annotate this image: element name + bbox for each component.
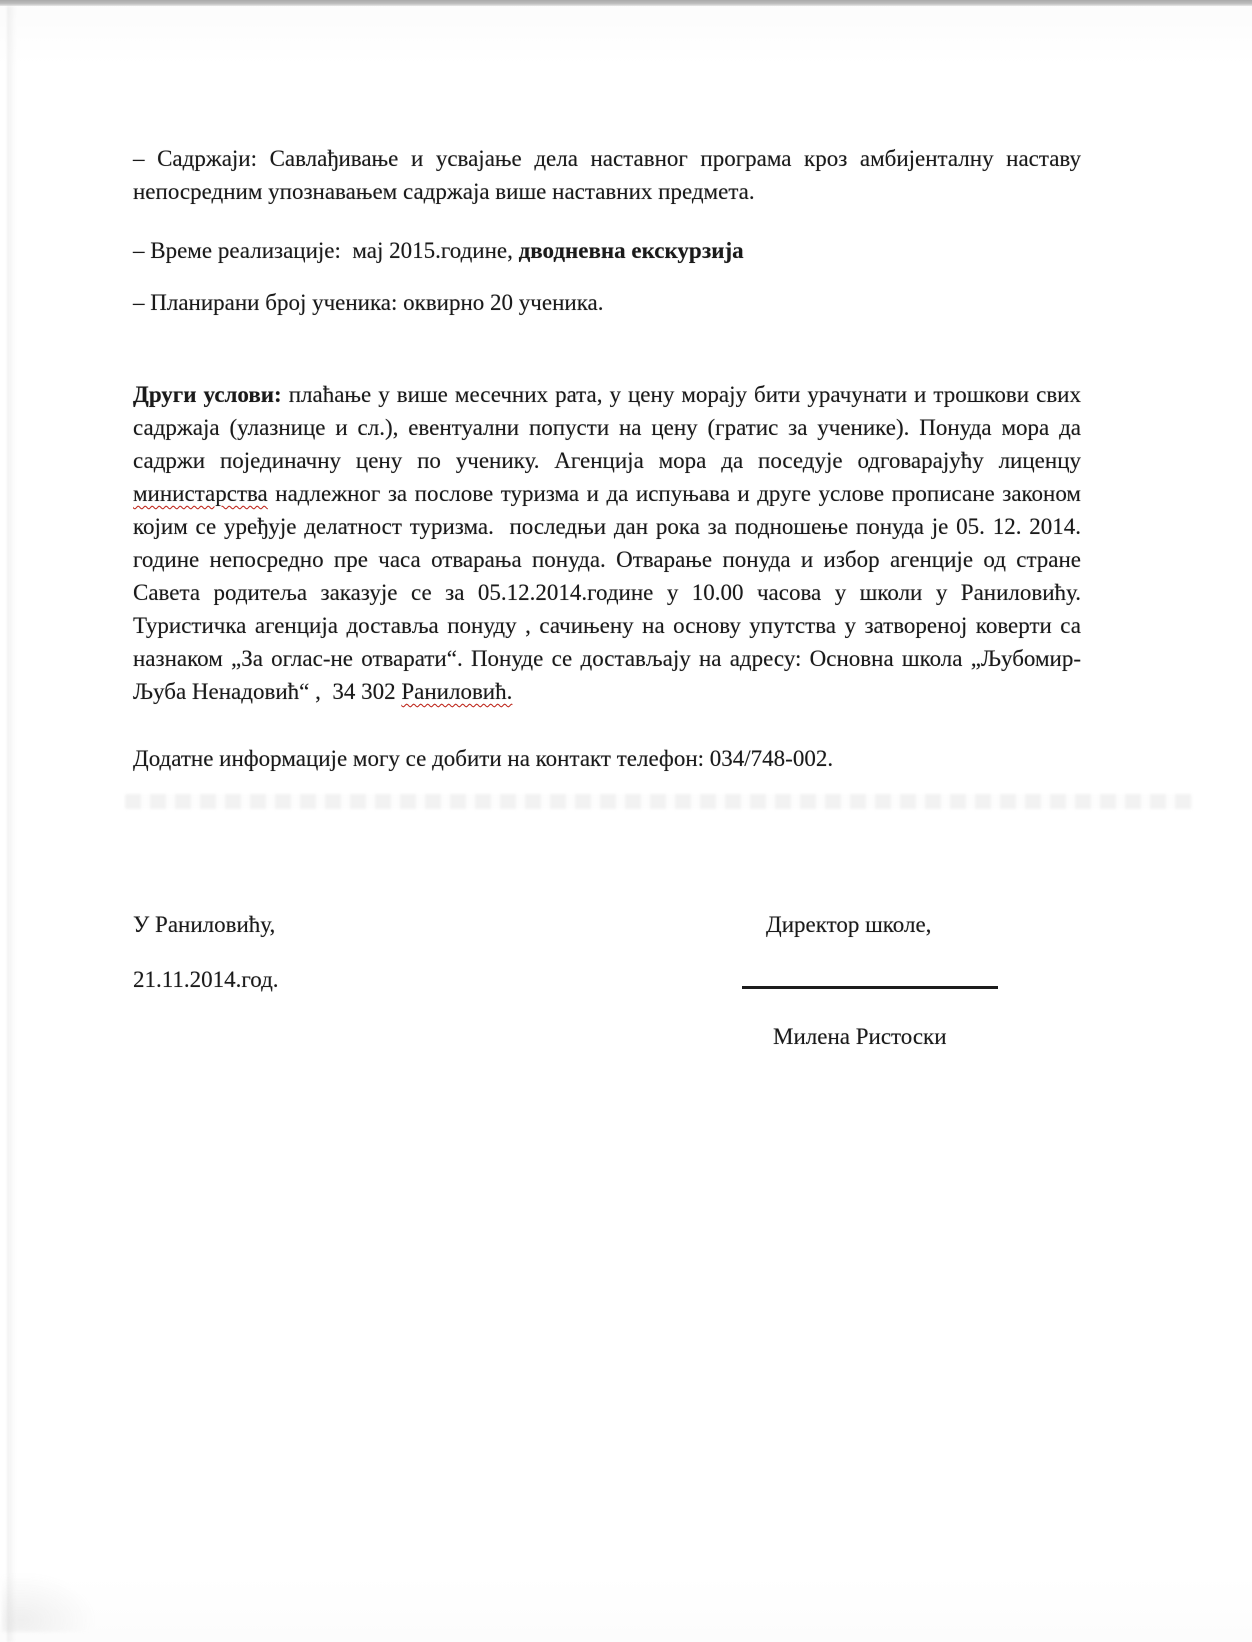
- other-terms-body-2: надлежног за послове туризма и да испуњава и друге услове прописане законом којим се уређује делатност туризма. последњи дан рока за подношење понуда је 05. 12. 2014. године непосредно пре часа отварања понуда. Отварање понуда и избор агенције од стране Савета родитеља заказује се за 05.12.2014.године у 10.00 часова у школи у Раниловићу. Туристичка агенција доставља понуду , сачињену на основу упутства у затвореној коверти са назнаком „За оглас-не отварати“. Понуде се достављају на адресу: Основна школа „Љубомир-Љуба Ненадовић“ , 34 302: [133, 481, 1099, 704]
- paragraph-contact-phone: Додатне информације могу се добити на контакт телефон: 034/748-002.: [133, 746, 834, 771]
- misspelled-word-ministarstva: министарства: [133, 481, 268, 506]
- ghost-text-artifact: [125, 794, 1193, 809]
- bullet-planned-students: – Планирани број ученика: оквирно 20 ученика.: [133, 290, 604, 315]
- paragraph-other-terms: [133, 378, 1099, 708]
- signature-date: 21.11.2014.год.: [133, 967, 279, 992]
- scan-smudge-artifact: [2, 1572, 97, 1632]
- realization-time-bold: дводневна екскурзија: [518, 238, 744, 263]
- signature-name: Милена Ристоски: [773, 1024, 947, 1049]
- bullet-realization-time: [133, 234, 1081, 267]
- page-left-edge-shadow: [7, 6, 16, 1642]
- other-terms-label: Други услови:: [133, 382, 282, 407]
- misspelled-word-ranilovic: Раниловић.: [401, 679, 513, 704]
- other-terms-body-1: плаћање у више месечних рата, у цену морају бити урачунати и трошкови свих садржаја (улазнице и сл.), евентуални попусти на цену (гратис за ученике). Понуда мора да садржи појединачну цену по ученику. Агенција мора да поседује одговарајућу лиценцу: [133, 382, 1087, 473]
- realization-time-text: – Време реализације: мај 2015.године,: [133, 238, 519, 263]
- signature-role: Директор школе,: [766, 912, 932, 937]
- page-top-edge: [0, 0, 1252, 6]
- signature-line: [742, 986, 998, 989]
- bullet-contents: – Садржаји: Савлађивање и усвајање дела наставног програма кроз амбијенталну наставу непосредним упознавањем садржаја више наставних предмета.: [133, 146, 1087, 204]
- signature-place: У Раниловићу,: [133, 912, 276, 937]
